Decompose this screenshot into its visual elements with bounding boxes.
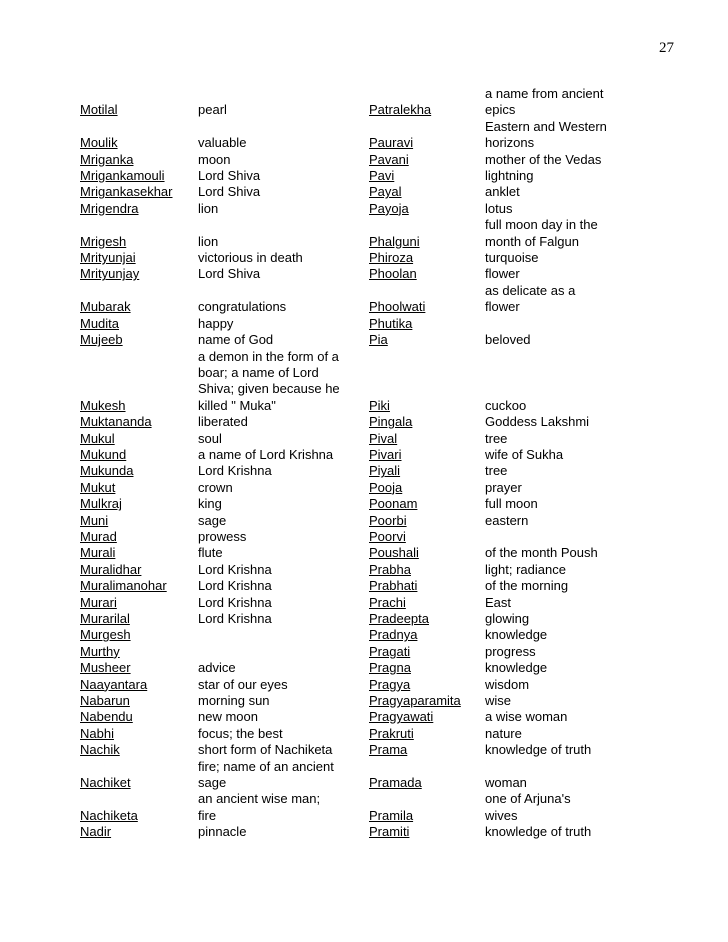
meaning-line: fire; name of an ancient <box>198 758 334 774</box>
table-row <box>80 644 640 660</box>
name-right: Phutika <box>369 315 413 331</box>
meaning-right <box>485 201 640 217</box>
meaning-left <box>198 201 369 217</box>
name-right: Pival <box>369 430 398 446</box>
name-right: Piyali <box>369 463 401 479</box>
table-row <box>80 152 640 168</box>
name-left: Murgesh <box>80 627 131 643</box>
table-row <box>80 627 640 643</box>
meaning-line: Lord Krishna <box>198 561 272 577</box>
table-row <box>80 513 640 529</box>
table-row <box>80 217 640 250</box>
meaning-left <box>198 119 369 152</box>
meaning-right <box>485 595 640 611</box>
meaning-line: star of our eyes <box>198 676 288 692</box>
meaning-right <box>485 332 640 348</box>
names-table-body <box>80 86 640 841</box>
meaning-line: full moon day in the <box>485 217 598 233</box>
name-left: Murali <box>80 545 116 561</box>
meaning-left <box>198 677 369 693</box>
table-row <box>80 283 640 316</box>
table-row <box>80 463 640 479</box>
name-left: Mrigesh <box>80 233 127 249</box>
meaning-line: Lord Shiva <box>198 168 261 184</box>
meaning-left <box>198 742 369 758</box>
meaning-line: morning sun <box>198 693 270 709</box>
name-left: Muralidhar <box>80 561 142 577</box>
meaning-left <box>198 595 369 611</box>
name-right: Pramada <box>369 775 422 791</box>
name-left: Mrigendra <box>80 200 139 216</box>
meaning-line: mother of the Vedas <box>485 151 602 167</box>
name-right: Pavani <box>369 151 409 167</box>
name-right: Pauravi <box>369 135 414 151</box>
meaning-left <box>198 759 369 792</box>
name-right: Poushali <box>369 545 419 561</box>
table-row <box>80 742 640 758</box>
name-right: Pivari <box>369 446 402 462</box>
meaning-line: nature <box>485 725 522 741</box>
meaning-right <box>485 283 640 316</box>
name-right: Patralekha <box>369 102 432 118</box>
meaning-left <box>198 578 369 594</box>
meaning-right <box>485 266 640 282</box>
meaning-right <box>485 431 640 447</box>
name-right: Pooja <box>369 479 403 495</box>
meaning-line: progress <box>485 643 536 659</box>
meaning-right <box>485 545 640 561</box>
meaning-left <box>198 349 369 415</box>
name-left: Mujeeb <box>80 332 123 348</box>
table-row <box>80 201 640 217</box>
name-left: Motilal <box>80 102 118 118</box>
name-right: Pramila <box>369 807 414 823</box>
name-left: Mubarak <box>80 299 131 315</box>
name-right: Phiroza <box>369 250 414 266</box>
meaning-right <box>485 677 640 693</box>
meaning-right <box>485 529 640 545</box>
table-row <box>80 168 640 184</box>
meaning-line: victorious in death <box>198 250 303 266</box>
name-right: Poorvi <box>369 528 406 544</box>
name-right: Piki <box>369 397 390 413</box>
meaning-line: anklet <box>485 184 520 200</box>
table-row <box>80 611 640 627</box>
name-left: Nabarun <box>80 693 130 709</box>
meaning-right <box>485 168 640 184</box>
meaning-right <box>485 742 640 758</box>
name-left: Mukul <box>80 430 115 446</box>
meaning-line: moon <box>198 151 231 167</box>
meaning-line: an ancient wise man; <box>198 791 321 807</box>
meaning-left <box>198 283 369 316</box>
meaning-right <box>485 316 640 332</box>
meaning-right <box>485 759 640 792</box>
meaning-line: Lord Shiva <box>198 266 261 282</box>
name-left: Muralimanohar <box>80 578 167 594</box>
table-row <box>80 316 640 332</box>
name-right: Pragna <box>369 660 411 676</box>
meaning-line: as delicate as a <box>485 282 576 298</box>
name-right: Pragya <box>369 676 411 692</box>
table-row <box>80 184 640 200</box>
name-right: Pia <box>369 332 388 348</box>
meaning-line: advice <box>198 660 236 676</box>
meaning-line: congratulations <box>198 299 287 315</box>
table-row <box>80 332 640 348</box>
name-right: Phalguni <box>369 233 420 249</box>
meaning-line: knowledge of truth <box>485 824 592 840</box>
meaning-line: happy <box>198 315 234 331</box>
meaning-left <box>198 529 369 545</box>
meaning-line: woman <box>485 775 527 791</box>
name-left: Mukund <box>80 446 127 462</box>
meaning-left <box>198 496 369 512</box>
meaning-line: Lord Krishna <box>198 578 272 594</box>
meaning-line: East <box>485 594 512 610</box>
meaning-right <box>485 562 640 578</box>
table-row <box>80 447 640 463</box>
name-right: Pragyawati <box>369 709 434 725</box>
meaning-line: soul <box>198 430 222 446</box>
name-left: Mudita <box>80 315 120 331</box>
table-row <box>80 660 640 676</box>
name-left: Muktananda <box>80 414 152 430</box>
meaning-line: Eastern and Western <box>485 118 607 134</box>
meaning-line: wife of Sukha <box>485 446 564 462</box>
name-left: Nabhi <box>80 725 114 741</box>
meaning-line: tree <box>485 430 508 446</box>
name-right: Pingala <box>369 414 413 430</box>
name-right: Poorbi <box>369 512 407 528</box>
meaning-left <box>198 709 369 725</box>
name-left: Nadir <box>80 824 112 840</box>
meaning-line: a name of Lord Krishna <box>198 446 334 462</box>
name-left: Mrityunjai <box>80 250 136 266</box>
name-left: Murad <box>80 528 117 544</box>
table-row <box>80 562 640 578</box>
meaning-right <box>485 184 640 200</box>
name-left: Naayantara <box>80 676 148 692</box>
table-row <box>80 529 640 545</box>
meaning-right <box>485 709 640 725</box>
table-row <box>80 119 640 152</box>
table-row <box>80 349 640 415</box>
name-left: Mrityunjay <box>80 266 140 282</box>
meaning-line: valuable <box>198 135 247 151</box>
meaning-left <box>198 184 369 200</box>
meaning-line: of the month Poush <box>485 545 598 561</box>
meaning-left <box>198 545 369 561</box>
table-row <box>80 759 640 792</box>
meaning-line: name of God <box>198 332 274 348</box>
meaning-left <box>198 627 369 643</box>
meaning-line: month of Falgun <box>485 233 579 249</box>
name-left: Mrigankasekhar <box>80 184 173 200</box>
meaning-right <box>485 86 640 119</box>
meaning-right <box>485 627 640 643</box>
table-row <box>80 414 640 430</box>
name-right: Phoolan <box>369 266 417 282</box>
name-right: Pavi <box>369 168 395 184</box>
meaning-line: eastern <box>485 512 529 528</box>
names-table <box>80 86 640 841</box>
meaning-left <box>198 480 369 496</box>
meaning-line: turquoise <box>485 250 539 266</box>
meaning-line: focus; the best <box>198 725 283 741</box>
name-left: Mukut <box>80 479 116 495</box>
meaning-right <box>485 644 640 660</box>
meaning-line: wise <box>485 693 512 709</box>
table-row <box>80 266 640 282</box>
name-right: Phoolwati <box>369 299 426 315</box>
meaning-line: light; radiance <box>485 561 566 577</box>
name-left: Murari <box>80 594 117 610</box>
meaning-right <box>485 660 640 676</box>
name-right: Payal <box>369 184 402 200</box>
name-right: Prakruti <box>369 725 414 741</box>
name-right: Pradnya <box>369 627 418 643</box>
meaning-line: a name from ancient <box>485 86 604 101</box>
name-right: Pragyaparamita <box>369 693 461 709</box>
meaning-right <box>485 611 640 627</box>
meaning-line: lion <box>198 233 219 249</box>
table-row <box>80 693 640 709</box>
meaning-right <box>485 152 640 168</box>
meaning-line: lion <box>198 200 219 216</box>
meaning-line: fire <box>198 807 217 823</box>
meaning-line: a demon in the form of a <box>198 348 339 364</box>
meaning-right <box>485 578 640 594</box>
meaning-line: knowledge <box>485 627 548 643</box>
table-row <box>80 578 640 594</box>
table-row <box>80 726 640 742</box>
meaning-right <box>485 250 640 266</box>
name-left: Mulkraj <box>80 496 122 512</box>
meaning-line: horizons <box>485 135 535 151</box>
table-row <box>80 250 640 266</box>
meaning-line: knowledge of truth <box>485 742 592 758</box>
meaning-line: killed " Muka" <box>198 397 276 413</box>
meaning-left <box>198 431 369 447</box>
meaning-left <box>198 660 369 676</box>
meaning-right <box>485 463 640 479</box>
meaning-line: Lord Krishna <box>198 594 272 610</box>
meaning-left <box>198 332 369 348</box>
meaning-left <box>198 513 369 529</box>
meaning-left <box>198 217 369 250</box>
table-row <box>80 431 640 447</box>
name-left: Murthy <box>80 643 120 659</box>
meaning-left <box>198 250 369 266</box>
name-right: Payoja <box>369 200 409 216</box>
meaning-line: pearl <box>198 102 227 118</box>
name-right: Prachi <box>369 594 406 610</box>
meaning-right <box>485 414 640 430</box>
meaning-line: short form of Nachiketa <box>198 742 333 758</box>
meaning-line: sage <box>198 512 227 528</box>
table-row <box>80 480 640 496</box>
name-left: Nachiketa <box>80 807 138 823</box>
meaning-line: Lord Krishna <box>198 611 272 626</box>
name-left: Mriganka <box>80 151 134 167</box>
meaning-line: lotus <box>485 200 513 216</box>
name-right: Pragati <box>369 643 411 659</box>
meaning-line: prowess <box>198 528 247 544</box>
name-left: Nabendu <box>80 709 133 725</box>
meaning-line: flute <box>198 545 223 561</box>
table-row <box>80 791 640 824</box>
name-left: Mrigankamouli <box>80 168 165 184</box>
meaning-line: one of Arjuna's <box>485 791 571 807</box>
meaning-line: of the morning <box>485 578 569 594</box>
meaning-right <box>485 726 640 742</box>
meaning-line: wives <box>485 807 518 823</box>
meaning-line: flower <box>485 266 520 282</box>
meaning-left <box>198 463 369 479</box>
meaning-line: Goddess Lakshmi <box>485 414 590 430</box>
meaning-left <box>198 152 369 168</box>
meaning-line: Lord Krishna <box>198 463 272 479</box>
meaning-left <box>198 168 369 184</box>
name-left: Nachik <box>80 742 120 758</box>
meaning-line: a wise woman <box>485 709 568 725</box>
table-row <box>80 545 640 561</box>
meaning-left <box>198 316 369 332</box>
name-right: Prabha <box>369 561 411 577</box>
table-row <box>80 709 640 725</box>
meaning-left <box>198 791 369 824</box>
meaning-right <box>485 349 640 415</box>
meaning-line: prayer <box>485 479 522 495</box>
name-left: Mukesh <box>80 397 126 413</box>
meaning-line: king <box>198 496 222 512</box>
table-row <box>80 824 640 840</box>
meaning-right <box>485 824 640 840</box>
meaning-left <box>198 693 369 709</box>
meaning-line: crown <box>198 479 233 495</box>
name-left: Musheer <box>80 660 131 676</box>
meaning-line: knowledge <box>485 660 548 676</box>
meaning-line: glowing <box>485 611 530 626</box>
name-left: Moulik <box>80 135 118 151</box>
meaning-left <box>198 824 369 840</box>
meaning-line: wisdom <box>485 676 530 692</box>
meaning-left <box>198 266 369 282</box>
meaning-line: lightning <box>485 168 534 184</box>
meaning-left <box>198 726 369 742</box>
meaning-right <box>485 480 640 496</box>
meaning-line: full moon <box>485 496 538 512</box>
table-row <box>80 677 640 693</box>
name-right: Prabhati <box>369 578 418 594</box>
name-right: Prama <box>369 742 408 758</box>
table-row <box>80 496 640 512</box>
meaning-line: epics <box>485 102 516 118</box>
meaning-right <box>485 217 640 250</box>
meaning-left <box>198 86 369 119</box>
name-right: Pramiti <box>369 824 410 840</box>
meaning-line: beloved <box>485 332 531 348</box>
meaning-right <box>485 119 640 152</box>
page-number: 27 <box>659 40 674 56</box>
meaning-right <box>485 693 640 709</box>
meaning-line: pinnacle <box>198 824 247 840</box>
name-right: Pradeepta <box>369 611 429 626</box>
name-left: Mukunda <box>80 463 134 479</box>
meaning-right <box>485 496 640 512</box>
meaning-right <box>485 513 640 529</box>
meaning-line: liberated <box>198 414 248 430</box>
meaning-line: cuckoo <box>485 397 527 413</box>
name-left: Muni <box>80 512 109 528</box>
meaning-line: tree <box>485 463 508 479</box>
meaning-right <box>485 447 640 463</box>
meaning-left <box>198 447 369 463</box>
name-left: Murarilal <box>80 611 130 626</box>
meaning-line: sage <box>198 775 227 791</box>
meaning-line: new moon <box>198 709 258 725</box>
meaning-right <box>485 791 640 824</box>
meaning-left <box>198 611 369 627</box>
meaning-left <box>198 562 369 578</box>
table-row <box>80 595 640 611</box>
meaning-left <box>198 414 369 430</box>
meaning-line: boar; a name of Lord <box>198 364 319 380</box>
name-right: Poonam <box>369 496 418 512</box>
meaning-line: Lord Shiva <box>198 184 261 200</box>
name-left: Nachiket <box>80 775 131 791</box>
table-row <box>80 86 640 119</box>
meaning-line: Shiva; given because he <box>198 381 340 397</box>
meaning-line: flower <box>485 299 520 315</box>
meaning-left <box>198 644 369 660</box>
